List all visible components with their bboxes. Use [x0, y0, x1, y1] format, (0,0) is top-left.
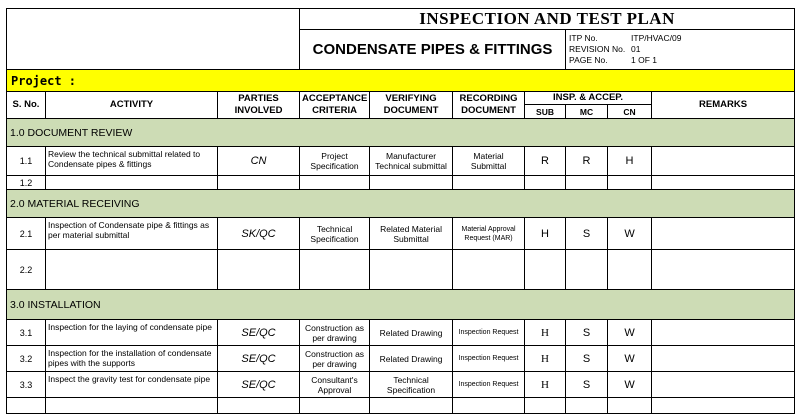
header-sno: S. No. — [7, 92, 46, 119]
row-number: 3.1 — [7, 320, 46, 346]
row-sub: H — [525, 320, 566, 346]
document-title: INSPECTION AND TEST PLAN — [300, 9, 795, 30]
page-label: PAGE No. — [569, 55, 608, 65]
header-insp-accep: INSP. & ACCEP. — [525, 92, 652, 105]
table-row — [7, 250, 795, 290]
row-mc: R — [566, 147, 608, 176]
header-verifying: VERIFYING DOCUMENT — [370, 92, 453, 119]
section-title: 1.0 DOCUMENT REVIEW — [7, 119, 795, 147]
row-acceptance: Project Specification — [300, 147, 370, 176]
row-activity: Inspection of Condensate pipe & fittings as per material submittal — [46, 218, 218, 250]
row-number: 1.2 — [7, 176, 46, 190]
row-mc: S — [566, 218, 608, 250]
header-mc: MC — [566, 105, 608, 119]
row-activity: Review the technical submittal related to Condensate pipes & fittings — [46, 147, 218, 176]
revision-label: REVISION No. — [569, 44, 626, 54]
table-row — [7, 320, 795, 346]
itp-sheet — [6, 8, 794, 414]
row-acceptance: Construction as per drawing — [300, 320, 370, 346]
document-subtitle: CONDENSATE PIPES & FITTINGS — [300, 30, 566, 70]
section-title: 3.0 INSTALLATION — [7, 290, 795, 320]
row-sub: R — [525, 147, 566, 176]
itp-table — [6, 8, 795, 414]
row-remarks — [652, 147, 795, 176]
header-recording: RECORDING DOCUMENT — [453, 92, 525, 119]
row-cn: W — [608, 320, 652, 346]
row-mc: S — [566, 346, 608, 372]
table-row — [7, 147, 795, 176]
project-row: Project : — [7, 70, 795, 92]
row-verifying: Related Drawing — [370, 346, 453, 372]
row-activity: Inspection for the laying of condensate pipe — [46, 320, 218, 346]
row-sub: H — [525, 218, 566, 250]
row-mc: S — [566, 320, 608, 346]
page-value: 1 OF 1 — [631, 55, 658, 65]
row-cn: H — [608, 147, 652, 176]
itp-meta — [566, 30, 795, 70]
row-remarks — [652, 320, 795, 346]
itp-no-value: ITP/HVAC/09 — [631, 33, 682, 43]
row-recording: Inspection Request — [453, 372, 525, 398]
header-remarks: REMARKS — [652, 92, 795, 119]
revision-value: 01 — [631, 44, 641, 54]
row-acceptance: Consultant's Approval — [300, 372, 370, 398]
row-number: 2.2 — [7, 250, 46, 290]
table-row — [7, 218, 795, 250]
header-sub: SUB — [525, 105, 566, 119]
row-parties: SE/QC — [218, 320, 300, 346]
row-cn: W — [608, 218, 652, 250]
header-cn: CN — [608, 105, 652, 119]
row-cn: W — [608, 346, 652, 372]
itp-no-label: ITP No. — [569, 33, 598, 43]
row-number: 2.1 — [7, 218, 46, 250]
row-recording: Material Approval Request (MAR) — [453, 218, 525, 250]
row-remarks — [652, 218, 795, 250]
row-acceptance: Technical Specification — [300, 218, 370, 250]
row-recording: Inspection Request — [453, 320, 525, 346]
logo-area — [7, 9, 300, 70]
row-parties: SE/QC — [218, 346, 300, 372]
section-title: 2.0 MATERIAL RECEIVING — [7, 190, 795, 218]
row-recording: Material Submittal — [453, 147, 525, 176]
row-remarks — [652, 372, 795, 398]
row-recording: Inspection Request — [453, 346, 525, 372]
row-parties: SE/QC — [218, 372, 300, 398]
table-row — [7, 372, 795, 398]
row-activity: Inspection for the installation of condensate pipes with the supports — [46, 346, 218, 372]
header-acceptance: ACCEPTANCE CRITERIA — [300, 92, 370, 119]
header-parties: PARTIES INVOLVED — [218, 92, 300, 119]
row-acceptance: Construction as per drawing — [300, 346, 370, 372]
row-verifying: Related Drawing — [370, 320, 453, 346]
table-row — [7, 176, 795, 190]
row-activity: Inspect the gravity test for condensate pipe — [46, 372, 218, 398]
table-row — [7, 346, 795, 372]
row-parties: CN — [218, 147, 300, 176]
row-sub: H — [525, 346, 566, 372]
header-activity: ACTIVITY — [46, 92, 218, 119]
row-number: 3.2 — [7, 346, 46, 372]
row-number: 1.1 — [7, 147, 46, 176]
row-number: 3.3 — [7, 372, 46, 398]
row-sub: H — [525, 372, 566, 398]
table-row — [7, 398, 795, 414]
row-parties: SK/QC — [218, 218, 300, 250]
row-cn: W — [608, 372, 652, 398]
row-remarks — [652, 346, 795, 372]
row-verifying: Manufacturer Technical submittal — [370, 147, 453, 176]
row-verifying: Technical Specification — [370, 372, 453, 398]
row-verifying: Related Material Submittal — [370, 218, 453, 250]
row-mc: S — [566, 372, 608, 398]
